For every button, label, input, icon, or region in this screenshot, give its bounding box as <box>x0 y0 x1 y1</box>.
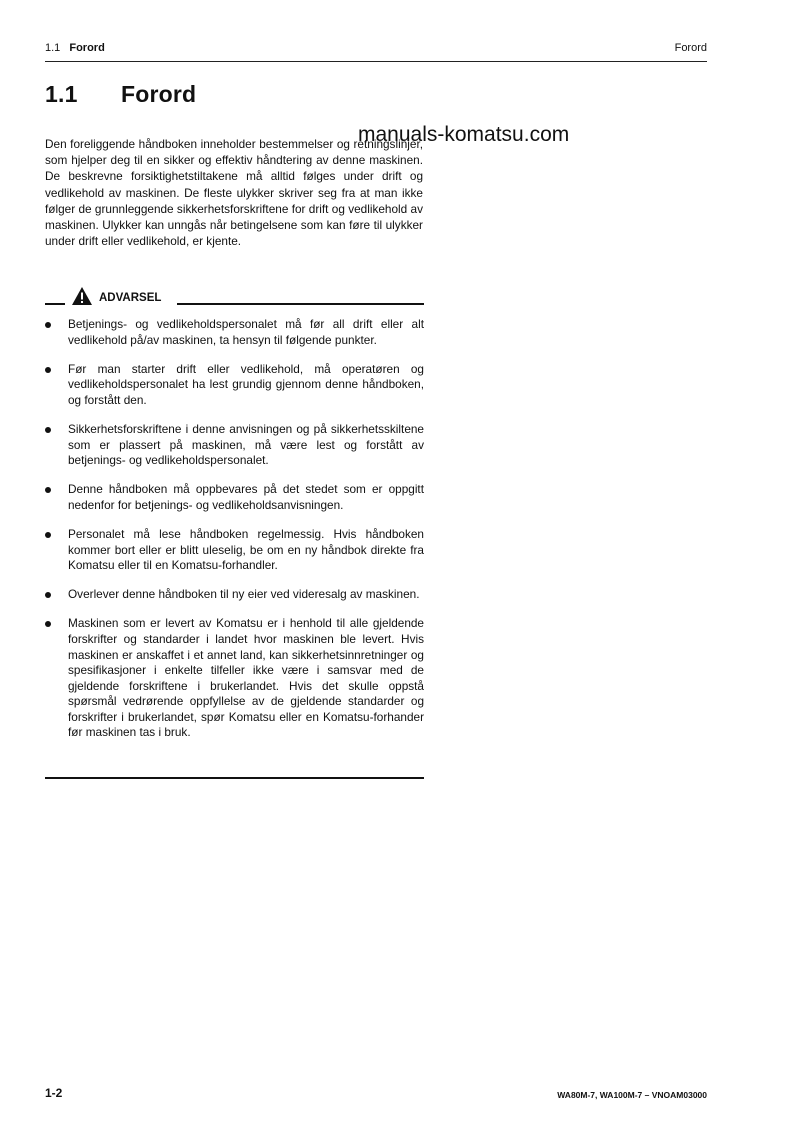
title-number: 1.1 <box>45 81 78 107</box>
bullet-icon <box>45 592 51 598</box>
bullet-icon <box>45 621 51 627</box>
warning-end-rule <box>45 777 424 779</box>
bullet-icon <box>45 367 51 373</box>
bullet-icon <box>45 322 51 328</box>
list-item-text: Før man starter drift eller vedlikehold, må operatøren og vedlikeholdspersonalet ha lest grundig gjennom denne håndboken, og forstått den. <box>68 361 424 407</box>
bullet-icon <box>45 427 51 433</box>
header-section-title: Forord <box>69 42 105 54</box>
page-title <box>45 81 196 108</box>
header-divider <box>45 61 707 62</box>
list-item <box>45 587 424 603</box>
intro-paragraph: Den foreliggende håndboken inneholder bestemmelser og retningslinjer, som hjelper deg til en sikker og effektiv håndtering av denne maskinen. De beskrevne forsiktighetstiltakene må alltid følges under drift og vedlikehold av maskinen. De fleste ulykker skriver seg fra at man ikke følger de grunnleggende sikkerhetsforskriftene for drift og vedlikehold av maskinen. Ulykker kan unngås når betingelsene som kan føre til ulykker under drift eller vedlikehold, er kjente. <box>45 137 423 249</box>
list-item-text: Overlever denne håndboken til ny eier ved videresalg av maskinen. <box>68 587 420 602</box>
running-header-section <box>45 42 105 54</box>
list-item <box>45 527 424 574</box>
list-item-text: Sikkerhetsforskriftene i denne anvisningen og på sikkerhetsskiltene som er plassert på maskinen, må være lest og forstått av betjenings- og vedlikeholdspersonalet. <box>68 421 424 468</box>
list-item-text: Maskinen som er levert av Komatsu er i henhold til alle gjeldende forskrifter og standarder i landet hvor maskinen ble levert. Hvis maskinen er anskaffet i et annet land, kan sikkerhetsinnretninger og spesifikasjoner i enkelte tilfeller ikke være i samsvar med de gjeldende forskriftene i brukerlandet. Hvis det skulle oppstå spørsmål vedrørende oppfyllelse av de gjeldende standarder og forskrifter i brukerlandet, spør Komatsu eller en Komatsu-forhander før maskinen tas i bruk. <box>68 616 424 740</box>
header-right-title: Forord <box>674 42 707 54</box>
list-item <box>45 616 424 741</box>
title-text: Forord <box>121 81 197 107</box>
document-id: WA80M-7, WA100M-7 – VNOAM03000 <box>557 1090 707 1100</box>
warning-rule-left <box>45 303 65 305</box>
bullet-icon <box>45 487 51 493</box>
list-item-text: Denne håndboken må oppbevares på det stedet som er oppgitt nedenfor for betjenings- og vedlikeholdsanvisningen. <box>68 482 424 512</box>
warning-triangle-icon <box>71 286 93 306</box>
list-item <box>45 422 424 469</box>
header-section-number: 1.1 <box>45 42 61 54</box>
warning-rule-right <box>177 303 424 305</box>
list-item <box>45 482 424 513</box>
warning-label: ADVARSEL <box>99 292 162 304</box>
page-number: 1-2 <box>45 1086 63 1100</box>
warning-list <box>45 317 424 755</box>
list-item <box>45 362 424 409</box>
list-item <box>45 317 424 348</box>
list-item-text: Personalet må lese håndboken regelmessig. Hvis håndboken kommer bort eller er blitt uleselig, be om en ny håndbok direkte fra Komatsu eller til en Komatsu-forhandler. <box>68 526 424 573</box>
watermark-text: manuals-komatsu.com <box>358 123 570 146</box>
list-item-text: Betjenings- og vedlikeholdspersonalet må før all drift eller alt vedlikehold på/av maskinen, ta hensyn til følgende punkter. <box>68 317 424 347</box>
bullet-icon <box>45 532 51 538</box>
warning-header <box>45 286 424 308</box>
